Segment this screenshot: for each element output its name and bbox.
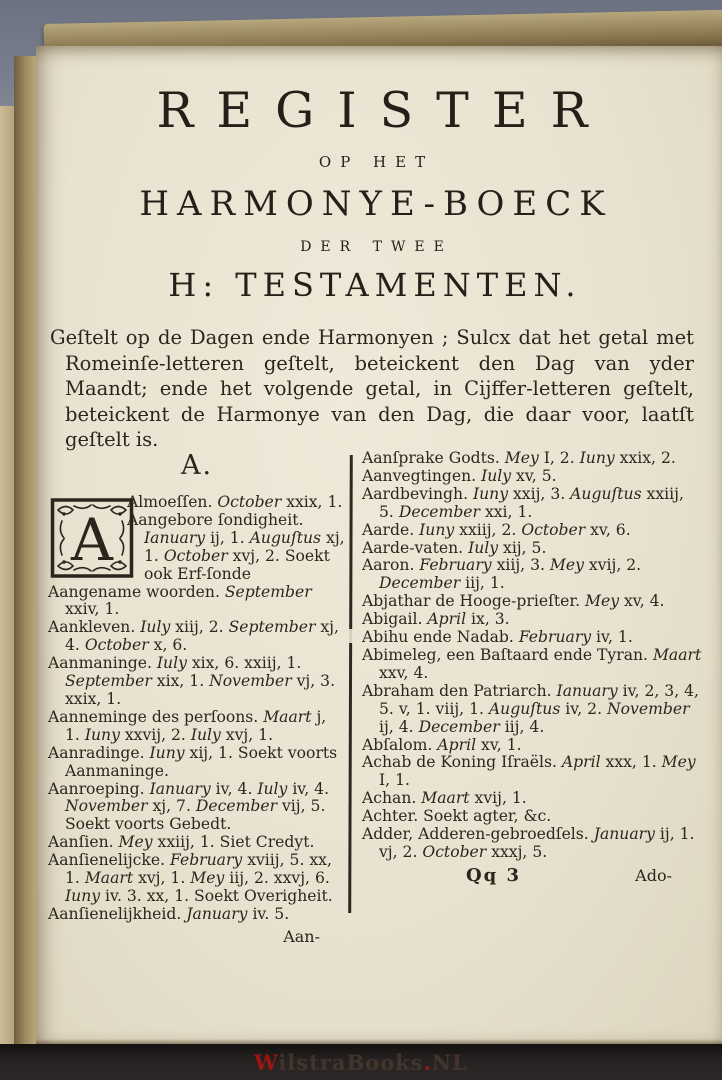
watermark-segment: ilstraBooks bbox=[278, 1050, 424, 1075]
index-entry: Achter. Soekt agter, &c. bbox=[362, 807, 552, 826]
decorative-initial bbox=[50, 497, 134, 579]
index-entry: Aanſienelijkheid. January iv. 5. bbox=[48, 904, 290, 923]
page-title-line-3: HARMONYE-BOECK bbox=[139, 184, 613, 224]
index-entry: Aarde-vaten. Iuly xij, 5. bbox=[362, 538, 547, 557]
index-entry: Aanradinge. Iuny xij, 1. Soekt voorts Aanmaninge. bbox=[48, 743, 338, 780]
index-entry: Aardbevingh. Iuny xxij, 3. Auguſtus xxiij, 5. December xxi, 1. bbox=[362, 484, 684, 521]
index-columns bbox=[48, 450, 702, 946]
signature-mark: Qq 3 bbox=[466, 864, 522, 886]
catchword-right: Ado- bbox=[635, 865, 672, 885]
index-entry: Abigail. April ix, 3. bbox=[362, 610, 510, 629]
index-entry: Aankleven. Iuly xiij, 2. September xj, 4. October x, 6. bbox=[48, 618, 339, 655]
index-entry: Abſalom. April xv, 1. bbox=[362, 735, 522, 754]
watermark-segment: W bbox=[254, 1050, 279, 1075]
index-entry: Aanvegtingen. Iuly xv, 5. bbox=[362, 466, 557, 485]
index-entry: Adder, Adderen-gebroedſels. January ij, 1. vj, 2. October xxxj, 5. bbox=[362, 825, 695, 861]
index-entry: Achab de Koning Iſraëls. April xxx, 1. Mey I, 1. bbox=[362, 753, 696, 790]
index-entry: Almoeſſen. October xxix, 1. bbox=[127, 493, 343, 511]
section-header-a: A. bbox=[180, 450, 214, 481]
intro-paragraph: Geſtelt op de Dagen ende Harmonyen ; Sulcx dat het getal met Romeinſe-letteren geſtelt, beteickent den Dag van yder Maandt; ende het volgende getal, in Cijffer-letteren geſtelt, beteickent de Harmonye van den Dag, die daar voor, laatſt geſtelt is. bbox=[50, 326, 694, 451]
page-title-line-5: H: TESTAMENTEN. bbox=[168, 266, 582, 304]
book-page bbox=[36, 46, 722, 1048]
index-entry: Aanſien. Mey xxiij, 1. Siet Credyt. bbox=[48, 833, 315, 852]
index-left-column bbox=[48, 450, 346, 946]
catchword-left: Aan- bbox=[283, 926, 320, 946]
index-entry: Aanmaninge. Iuly xix, 6. xxiij, 1. September xix, 1. November vj, 3. xxix, 1. bbox=[48, 654, 336, 708]
index-entry: Aanroeping. Ianuary iv, 4. Iuly iv, 4. November xj, 7. December vij, 5. Soekt voorts Gebedt. bbox=[48, 779, 330, 834]
index-entry: Aangebore ſondigheit. Ianuary ij, 1. Auguſtus xj, 1. October xvj, 2. Soekt ook Erf-ſonde bbox=[127, 510, 345, 583]
page-title-line-4: DER TWEE bbox=[300, 239, 453, 255]
index-entry: Abraham den Patriarch. Ianuary iv, 2, 3, 4, 5. v, 1. viij, 1. Auguſtus iv, 2. November ij, 4. December iij, 4. bbox=[362, 681, 700, 736]
index-right-column bbox=[355, 450, 702, 946]
index-entry: Achan. Maart xvij, 1. bbox=[362, 789, 527, 808]
index-entry: Aanneminge des perſoons. Maart j, 1. Iuny xxvij, 2. Iuly xvj, 1. bbox=[48, 707, 327, 744]
index-entry: Aanſienelijcke. February xviij, 5. xx, 1. Maart xvj, 1. Mey iij, 2. xxvj, 6. Iuny iv. 3. xx, 1. Soekt Overigheit. bbox=[48, 851, 333, 905]
index-entry: Aaron. February xiij, 3. Mey xvij, 2. December iij, 1. bbox=[362, 556, 642, 593]
page-content bbox=[36, 46, 722, 453]
index-entry: Aarde. Iuny xxiij, 2. October xv, 6. bbox=[362, 520, 631, 539]
index-entry: Aangename woorden. September xxiv, 1. bbox=[48, 582, 312, 619]
watermark-segment: . bbox=[423, 1050, 432, 1075]
index-entry: Abjathar de Hooge-prieſter. Mey xv, 4. bbox=[362, 592, 665, 611]
decorative-initial-svg bbox=[50, 497, 134, 579]
column-divider-rule bbox=[348, 455, 353, 913]
page-title-line-2: OP HET bbox=[318, 153, 435, 171]
index-right-entries bbox=[362, 450, 702, 862]
drop-cap-letter: A bbox=[71, 506, 113, 574]
watermark bbox=[0, 1050, 722, 1075]
index-entry: Aanſprake Godts. Mey I, 2. Iuny xxix, 2. bbox=[362, 449, 676, 467]
index-entry: Abimeleg, een Baſtaard ende Tyran. Maart xxv, 4. bbox=[362, 645, 702, 682]
page-title-line-1: REGISTER bbox=[156, 82, 611, 139]
watermark-segment: NL bbox=[431, 1050, 468, 1075]
signature-row bbox=[362, 865, 702, 886]
index-entry: Abihu ende Nadab. February iv, 1. bbox=[362, 628, 633, 647]
